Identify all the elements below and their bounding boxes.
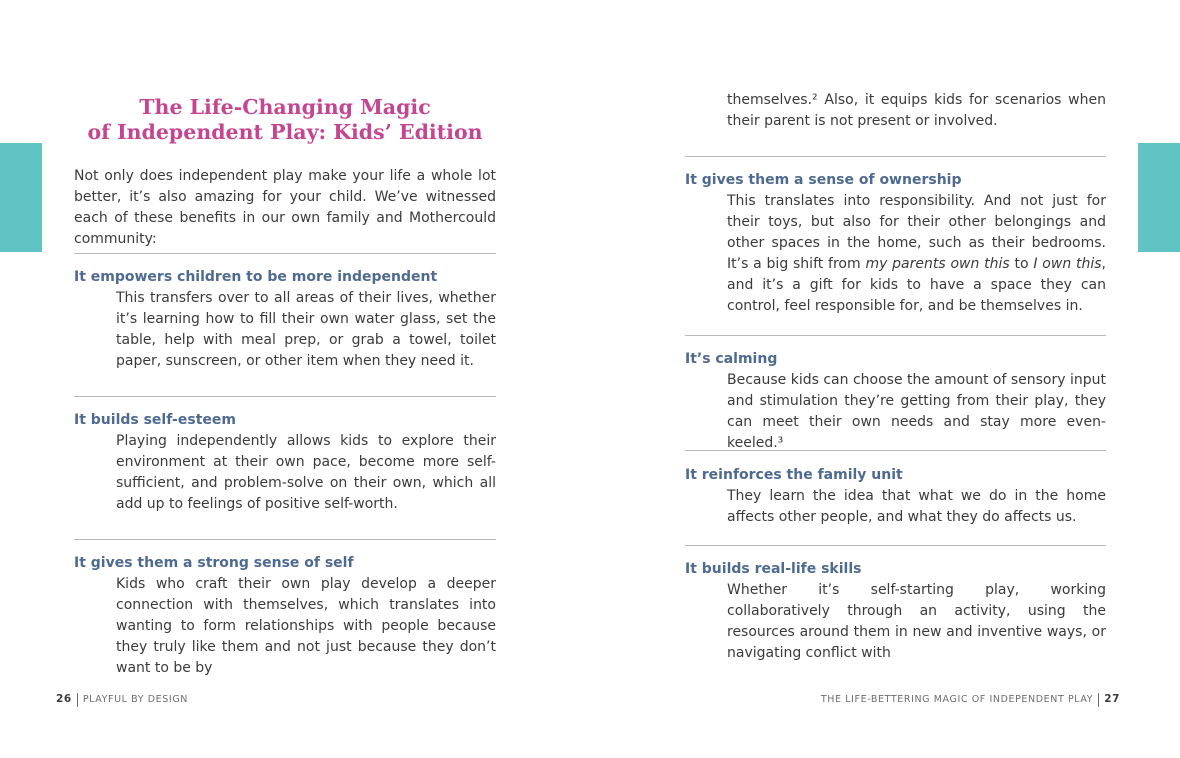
body-text: This translates into responsibility. And not just for their toys, but also for their other belongings and other spaces in the home, such as their bedrooms. It’s a big shift from (727, 193, 1106, 272)
page-number: 26 (56, 693, 72, 705)
left-edge-tab (0, 143, 42, 252)
section-body: Because kids can choose the amount of sensory input and stimulation they’re getting from their play, they can meet their own needs and stay more even-keeled.³ (727, 372, 1106, 451)
chapter-title (74, 95, 496, 145)
section-heading: It reinforces the family unit (685, 467, 903, 483)
running-head: PLAYFUL BY DESIGN (82, 694, 188, 705)
section-body (727, 191, 1106, 317)
section-divider (685, 545, 1106, 546)
section-heading: It gives them a strong sense of self (74, 555, 354, 571)
footer-separator (77, 693, 78, 707)
left-page-footer (56, 692, 188, 707)
section-body: They learn the idea that what we do in the home affects other people, and what they do affects us. (727, 488, 1106, 525)
section-divider (685, 335, 1106, 336)
section-divider (74, 253, 496, 254)
section-divider (74, 539, 496, 540)
section-heading: It builds self-esteem (74, 412, 236, 428)
section-body: Playing independently allows kids to explore their environment at their own pace, become more self-sufficient, and problem-solve on their own, which all add up to feelings of positive self-worth. (116, 433, 496, 512)
continued-paragraph: themselves.² Also, it equips kids for scenarios when their parent is not present or involved. (727, 92, 1106, 129)
chapter-title-line-2: of Independent Play: Kids’ Edition (87, 120, 483, 144)
body-text: to (1009, 256, 1034, 272)
footer-separator (1098, 693, 1099, 707)
section-body: Kids who craft their own play develop a deeper connection with themselves, which translates into wanting to form relationships with people because they truly like them and not just because they don’t want to be by (116, 576, 496, 676)
page-number: 27 (1104, 693, 1120, 705)
section-heading: It’s calming (685, 351, 778, 367)
section-heading: It empowers children to be more independent (74, 269, 438, 285)
section-heading: It gives them a sense of ownership (685, 172, 962, 188)
section-divider (685, 156, 1106, 157)
body-italic: my parents own this (865, 256, 1010, 272)
section-divider (74, 396, 496, 397)
section-divider (685, 450, 1106, 451)
body-text: , and it’s a gift for kids to have a space they can control, feel responsible for, and be themselves in. (727, 256, 1106, 314)
chapter-title-line-1: The Life-Changing Magic (139, 95, 431, 119)
body-italic: I own this (1033, 256, 1102, 272)
intro-paragraph: Not only does independent play make your life a whole lot better, it’s also amazing for your child. We’ve witnessed each of these benefits in our own family and Mothercould community: (74, 168, 496, 247)
right-page-footer (821, 692, 1120, 707)
running-head: THE LIFE-BETTERING MAGIC OF INDEPENDENT PLAY (820, 694, 1094, 705)
section-heading: It builds real-life skills (685, 561, 862, 577)
section-body: This transfers over to all areas of their lives, whether it’s learning how to fill their own water glass, set the table, help with meal prep, or grab a towel, toilet paper, sunscreen, or other item when they need it. (116, 290, 496, 369)
section-body: Whether it’s self-starting play, working collaboratively through an activity, using the resources around them in new and inventive ways, or navigating conflict with (727, 582, 1106, 661)
right-edge-tab (1138, 143, 1180, 252)
